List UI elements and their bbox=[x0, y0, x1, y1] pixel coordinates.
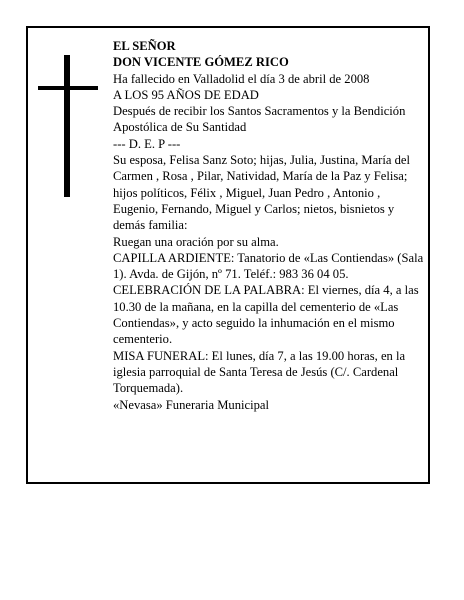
cross-vertical-bar bbox=[64, 55, 70, 197]
mass-paragraph: MISA FUNERAL: El lunes, día 7, a las 19.00 horas, en la iglesia parroquial de Santa Teresa de Jesús (C/. Cardenal Torquemada). bbox=[113, 348, 406, 396]
funeral-home-line: «Nevasa» Funeraria Municipal bbox=[113, 397, 269, 412]
cross-horizontal-bar bbox=[38, 86, 98, 90]
chapel-paragraph: CAPILLA ARDIENTE: Tanatorio de «Las Contiendas» (Sala 1). Avda. de Gijón, nº 71. Teléf.: 983 36 04 05. bbox=[113, 250, 424, 282]
celebration-paragraph: CELEBRACIÓN DE LA PALABRA: El viernes, día 4, a las 10.30 de la mañana, en la capilla del cementerio de «Las Contiendas», y acto seguido la inhumación en el mismo cementerio. bbox=[113, 283, 419, 347]
notice-heading: EL SEÑOR bbox=[113, 39, 176, 53]
deceased-name: DON VICENTE GÓMEZ RICO bbox=[113, 55, 289, 70]
prayer-line: Ruegan una oración por su alma. bbox=[113, 234, 279, 249]
rip-line: --- D. E. P --- bbox=[113, 136, 181, 151]
death-announcement: Ha fallecido en Valladolid el día 3 de abril de 2008 bbox=[113, 71, 370, 86]
family-paragraph: Su esposa, Felisa Sanz Soto; hijas, Julia, Justina, María del Carmen , Rosa , Pilar, Natividad, María de la Paz y Felisa; hijos políticos, Félix , Miguel, Juan Pedro , Antonio , Eugenio, Fernando, Miguel y Carlos; nietos, bisnietos y demás familia: bbox=[113, 153, 410, 233]
notice-text bbox=[113, 38, 427, 413]
cross-icon bbox=[38, 55, 98, 197]
age-line: A LOS 95 AÑOS DE EDAD bbox=[113, 87, 259, 102]
sacraments-line: Después de recibir los Santos Sacramentos y la Bendición Apostólica de Su Santidad bbox=[113, 104, 406, 135]
